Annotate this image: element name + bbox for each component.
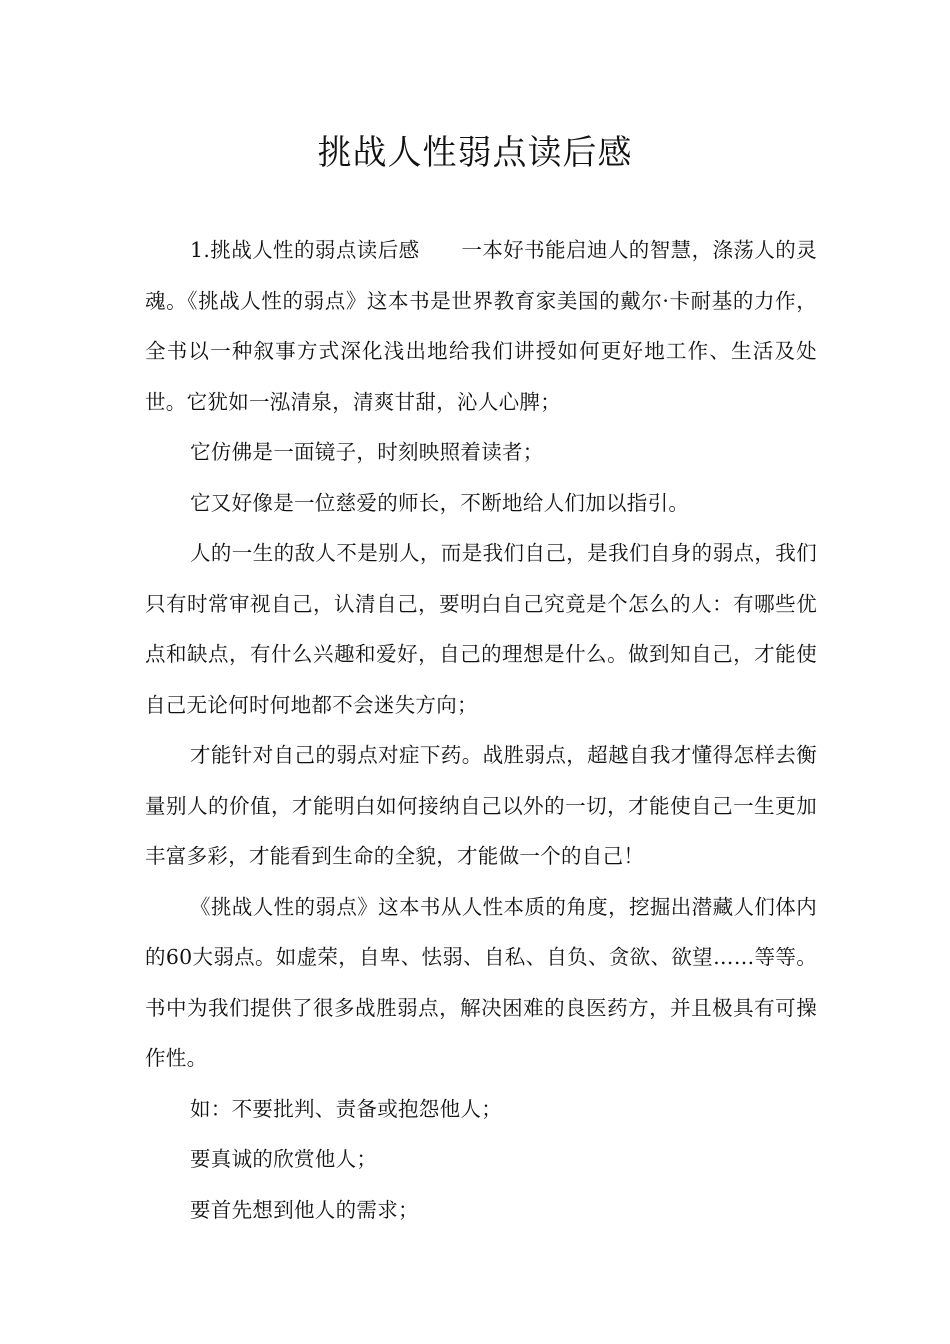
paragraph: 如：不要批判、责备或抱怨他人； xyxy=(190,1096,502,1121)
paragraph: 它又好像是一位慈爱的师长，不断地给人们加以指引。 xyxy=(190,490,690,515)
document-title: 挑战人性弱点读后感 xyxy=(317,133,633,173)
paragraph: 《挑战人性的弱点》这本书从人性本质的角度，挖掘出潜藏人们体内的60大弱点。如虚荣，自卑、怯弱、自私、自负、贪欲、欲望……等等。书中为我们提供了很多战胜弱点，解决困难的良医药方，并且极具有可操作性。 xyxy=(145,894,817,1070)
paragraph: 才能针对自己的弱点对症下药。战胜弱点，超越自我才懂得怎样去衡量别人的价值，才能明白如何接纳自己以外的一切，才能使自己一生更加丰富多彩，才能看到生命的全貌，才能做一个的自己！ xyxy=(145,743,817,868)
paragraph: 要首先想到他人的需求； xyxy=(190,1197,419,1222)
paragraph: 要真诚的欣赏他人； xyxy=(190,1147,378,1171)
paragraph: 它仿佛是一面镜子，时刻映照着读者； xyxy=(190,440,544,464)
document-body xyxy=(145,225,817,1235)
paragraph: 1.挑战人性的弱点读后感 一本好书能启迪人的智慧，涤荡人的灵魂。《挑战人性的弱点》这本书是世界教育家美国的戴尔·卡耐基的力作，全书以一种叙事方式深化浅出地给我们讲授如何更好地工作、生活及处世。它犹如一泓清泉，清爽甘甜，沁人心脾； xyxy=(145,238,817,414)
paragraph: 人的一生的敌人不是别人，而是我们自己，是我们自身的弱点，我们只有时常审视自己，认清自己，要明白自己究竟是个怎么的人：有哪些优点和缺点，有什么兴趣和爱好，自己的理想是什么。做到知自己，才能使自己无论何时何地都不会迷失方向； xyxy=(145,541,817,717)
